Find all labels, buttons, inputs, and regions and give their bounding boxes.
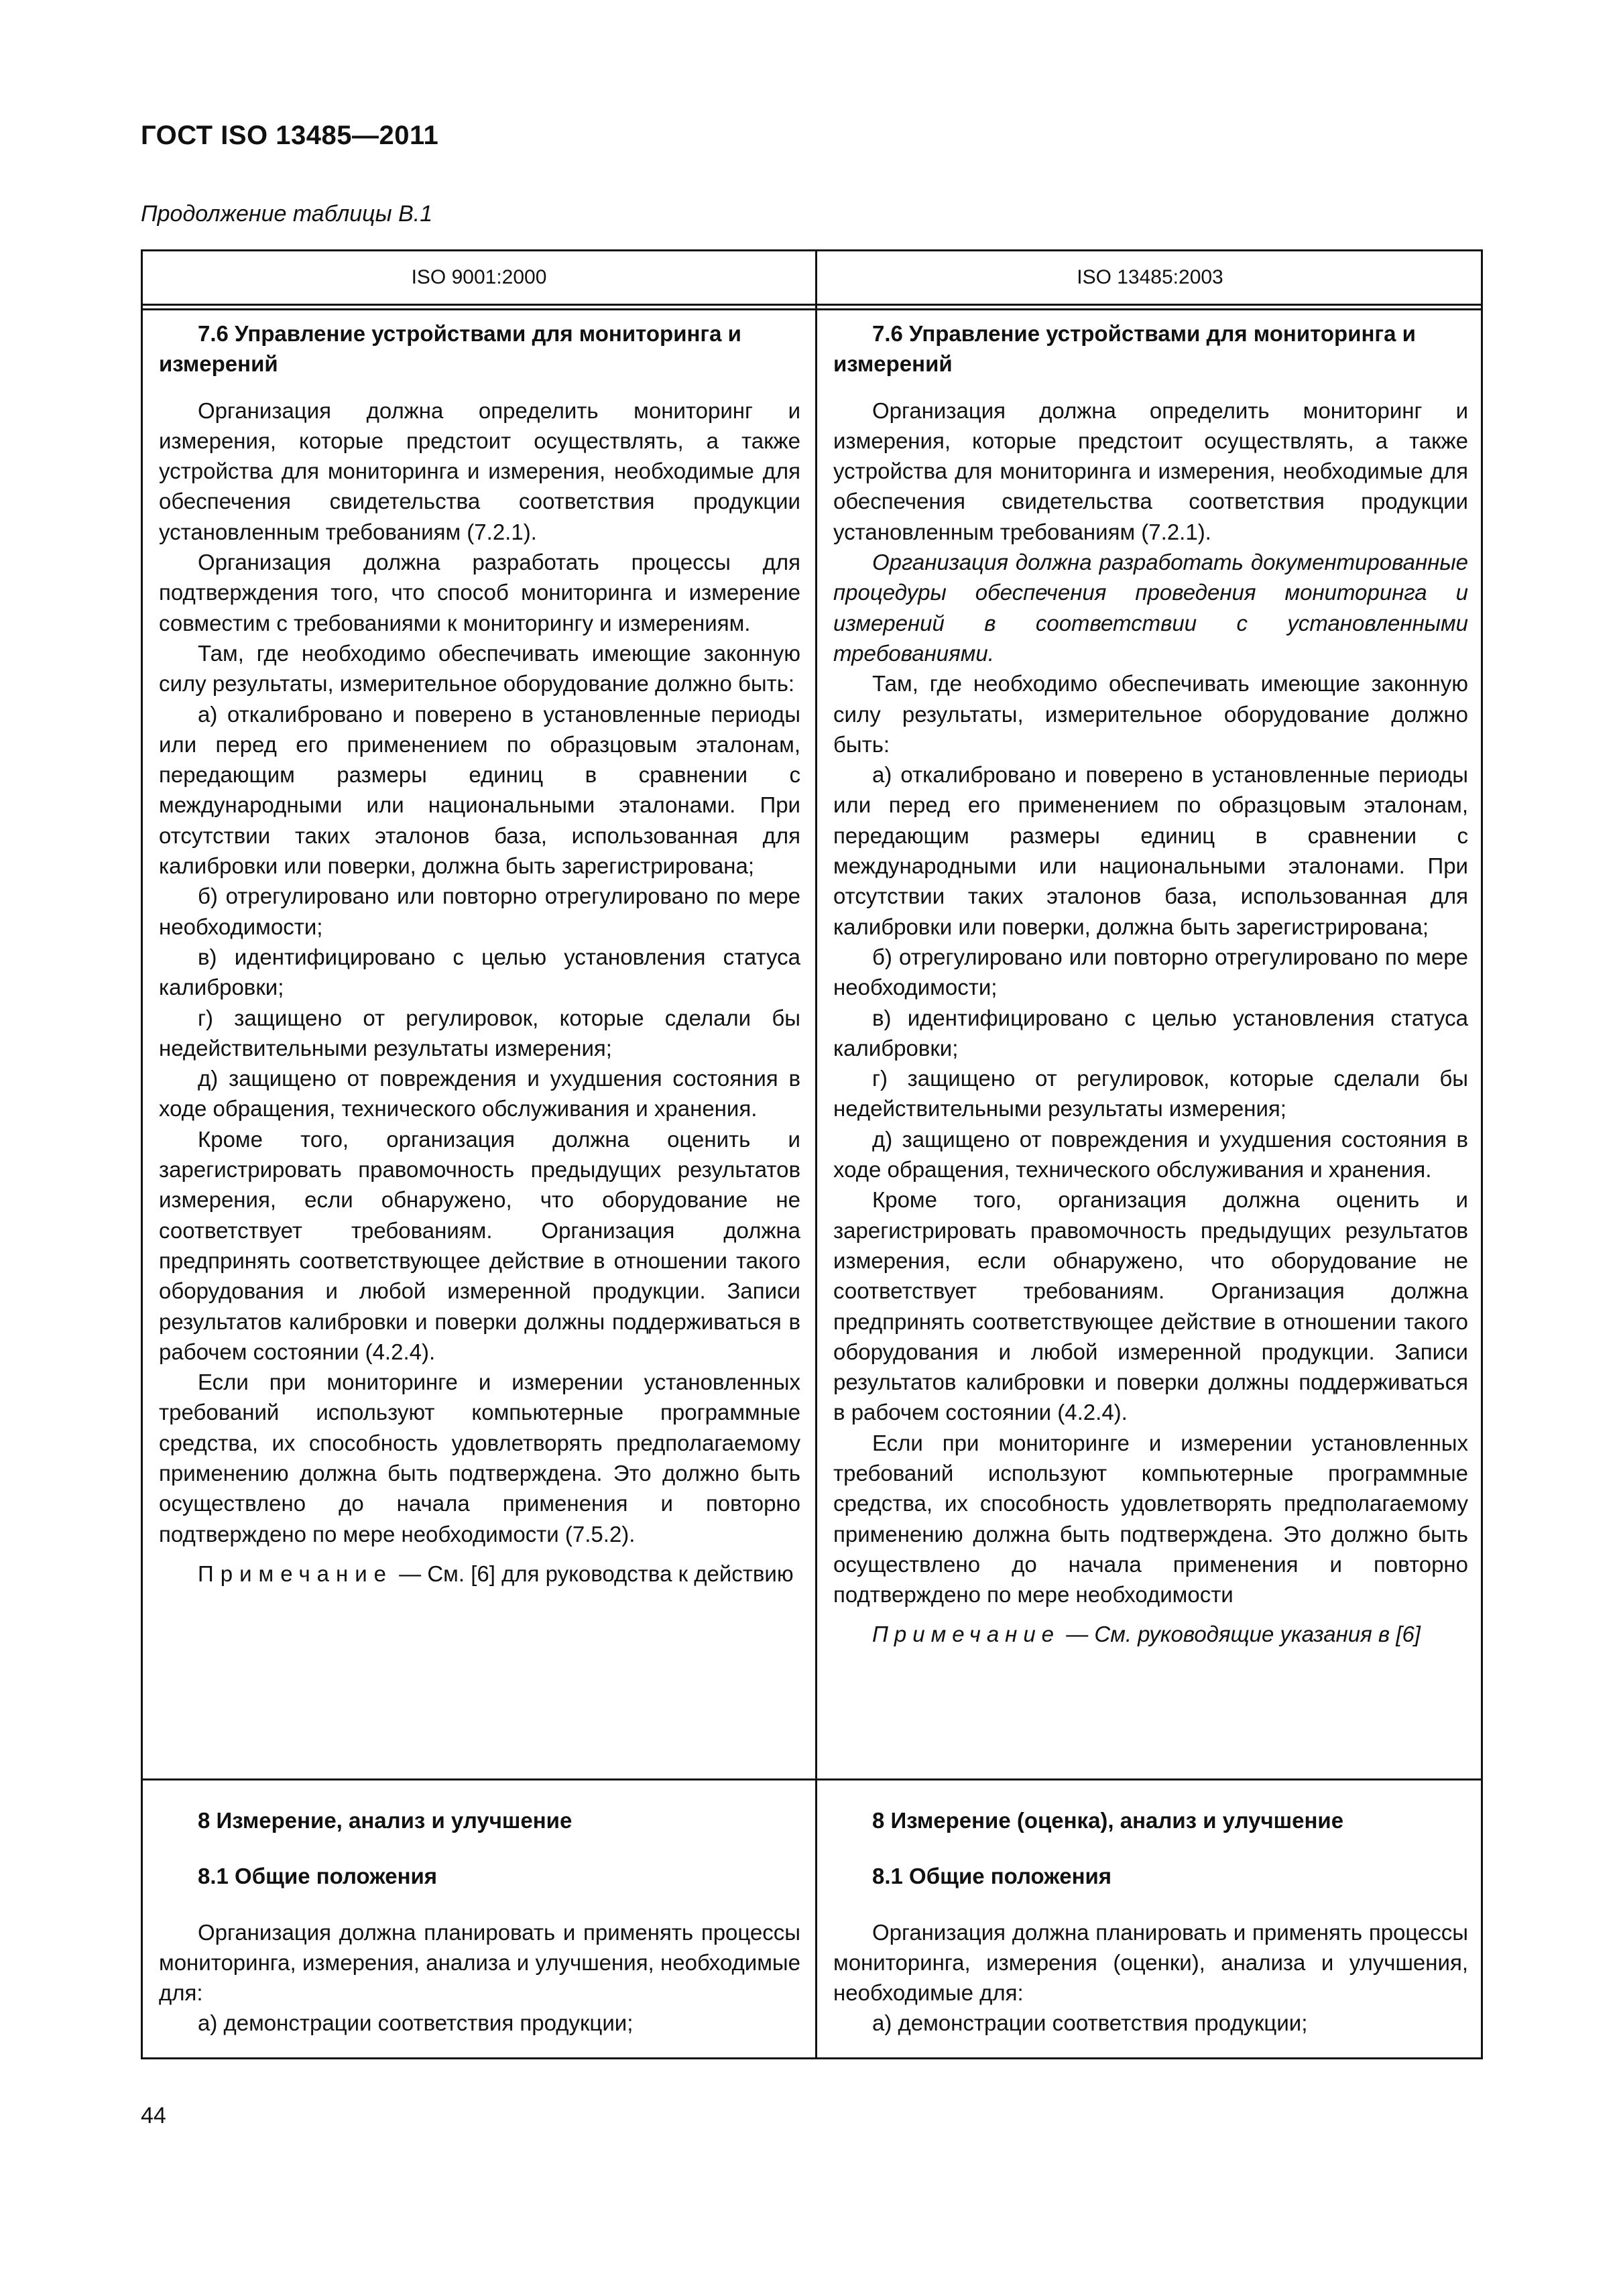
list-item: а) демонстрации соответствия продукции; [872,2010,1308,2036]
paragraph: Организация должна определить мониторинг и измерения, которые предстоит осуществлять, а также устройства для мониторинга и измерения, необходимые для обеспечения свидетельства соответствия продукции установленным требованиям (7.2.1). [159,398,800,544]
column-header-iso13485: ISO 13485:2003 [1077,266,1223,288]
list-item: в) идентифицировано с целью установления статуса калибровки; [159,944,800,1000]
list-item: б) отрегулировано или повторно отрегулировано по мере необходимости; [159,884,800,939]
right-section-7-6 [833,318,1468,1650]
list-item: д) защищено от повреждения и ухудшения состояния в ходе обращения, технического обслуживания и хранения. [159,1066,800,1122]
list-item: а) откалибровано и поверено в установленные периоды или перед его применением по образцовым эталонам, передающим размеры единиц в сравнении с международными или национальными эталонами. При отсутствии таких эталонов база, использованная для калибровки или поверки, должна быть зарегистрирована; [159,701,800,879]
paragraph: Организация должна разработать процессы для подтверждения того, что способ мониторинга и измерение совместим с требованиями к мониторингу и измерениям. [159,550,800,636]
note-label: Примечание [872,1622,1061,1647]
paragraph: Если при мониторинге и измерении установленных требований используют компьютерные программные средства, их способность удовлетворять предполагаемому применению должна быть подтверждена. Это должно быть осуществлено до начала применения и повторно подтверждено по мере необходимости (7.5.2). [159,1370,800,1547]
document-header: ГОСТ ISO 13485—2011 [141,121,439,150]
header-rule [143,304,1481,306]
list-item: г) защищено от регулировок, которые сделали бы недействительными результаты измерения; [159,1005,800,1061]
comparison-table [141,249,1483,2059]
paragraph: Кроме того, организация должна оценить и зарегистрировать правомочность предыдущих результатов измерения, если обнаружено, что оборудование не соответствует требованиям. Организация должна предпринять соответствующее действие в отношении такого оборудования и любой измеренной продукции. Записи результатов калибровки и поверки должны поддерживаться в рабочем состоянии (4.2.4). [833,1187,1468,1425]
table-caption: Продолжение таблицы В.1 [141,201,433,227]
list-item: а) демонстрации соответствия продукции; [198,2010,634,2036]
page-number: 44 [141,2103,166,2128]
paragraph: Организация должна определить мониторинг и измерения, которые предстоит осуществлять, а также устройства для мониторинга и измерения, необходимые для обеспечения свидетельства соответствия продукции установленным требованиям (7.2.1). [833,398,1468,544]
section-heading: 7.6 Управление устройствами для мониторинга и измерений [833,321,1416,377]
list-item: д) защищено от повреждения и ухудшения состояния в ходе обращения, технического обслуживания и хранения. [833,1126,1468,1183]
paragraph: Организация должна планировать и применять процессы мониторинга, измерения (оценки), анализа и улучшения, необходимые для: [833,1919,1468,2006]
list-item: б) отрегулировано или повторно отрегулировано по мере необходимости; [833,944,1468,1000]
column-header-iso9001: ISO 9001:2000 [411,266,547,288]
note-text: — См. руководящие указания в [6] [1060,1622,1421,1647]
paragraph: Там, где необходимо обеспечивать имеющие законную силу результаты, измерительное оборудование должно быть: [159,640,800,697]
row-divider [143,1778,1481,1780]
right-section-8 [833,1805,1468,2039]
column-divider [815,251,817,2057]
list-item: г) защищено от регулировок, которые сделали бы недействительными результаты измерения; [833,1066,1468,1122]
list-item: а) откалибровано и поверено в установленные периоды или перед его применением по образцовым эталонам, передающим размеры единиц в сравнении с международными или национальными эталонами. При отсутствии таких эталонов база, использованная для калибровки или поверки, должна быть зарегистрирована; [833,762,1468,939]
section-heading: 7.6 Управление устройствами для мониторинга и измерений [159,321,741,377]
paragraph: Организация должна планировать и применять процессы мониторинга, измерения, анализа и улучшения, необходимые для: [159,1919,800,2006]
paragraph: Кроме того, организация должна оценить и зарегистрировать правомочность предыдущих результатов измерения, если обнаружено, что оборудование не соответствует требованиям. Организация должна предпринять соответствующее действие в отношении такого оборудования и любой измеренной продукции. Записи результатов калибровки и поверки должны поддерживаться в рабочем состоянии (4.2.4). [159,1126,800,1364]
subsection-heading: 8.1 Общие положения [872,1864,1112,1889]
paragraph: Там, где необходимо обеспечивать имеющие законную силу результаты, измерительное оборудование должно быть: [833,671,1468,757]
paragraph: Если при мониторинге и измерении установленных требований используют компьютерные программные средства, их способность удовлетворять предполагаемому применению должна быть подтверждена. Это должно быть осуществлено до начала применения и повторно подтверждено по мере необходимости [833,1430,1468,1608]
note [833,1619,1468,1649]
note-text: — См. [6] для руководства к действию [393,1561,794,1586]
left-section-7-6 [159,318,800,1589]
header-rule-double [143,308,1481,310]
section-heading: 8 Измерение (оценка), анализ и улучшение [872,1808,1344,1833]
section-heading: 8 Измерение, анализ и улучшение [198,1808,573,1833]
list-item: в) идентифицировано с целью установления статуса калибровки; [833,1005,1468,1061]
paragraph-italic: Организация должна разработать документированные процедуры обеспечения проведения мониторинга и измерений в соответствии с установленными требованиями. [833,550,1468,666]
left-section-8 [159,1805,800,2039]
note [159,1559,800,1589]
note-label: Примечание [198,1561,394,1586]
subsection-heading: 8.1 Общие положения [198,1864,438,1889]
